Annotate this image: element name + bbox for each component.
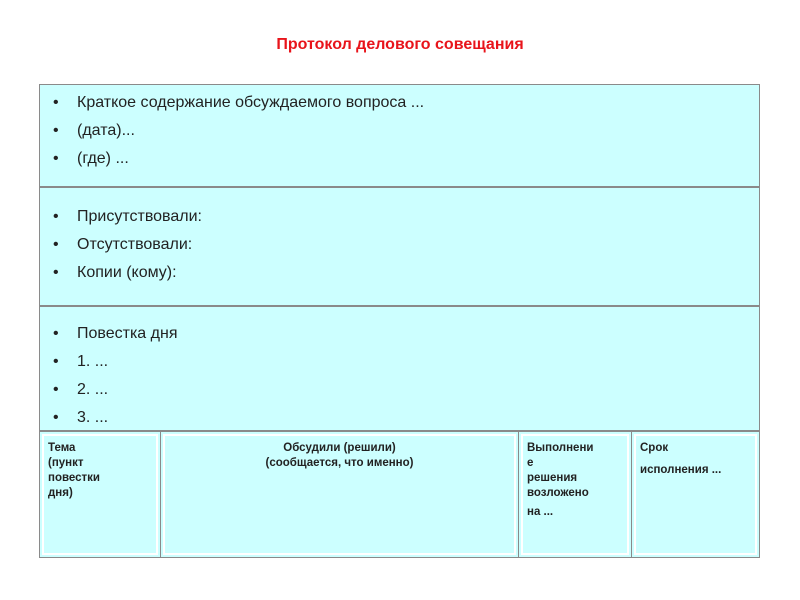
list-item-text: (дата)... — [77, 122, 135, 139]
list-item — [53, 348, 177, 376]
cell-content — [42, 434, 158, 555]
list-item-text: Повестка дня — [77, 325, 178, 342]
list-item — [53, 117, 424, 145]
cell-content — [521, 434, 629, 555]
list-item-text: 2. ... — [77, 381, 109, 398]
list-item-text: Копии (кому): — [77, 264, 177, 281]
list-item — [53, 376, 177, 404]
cell-line: возложено — [527, 487, 589, 499]
list-item-text: (где) ... — [77, 150, 129, 167]
list-item-text: Краткое содержание обсуждаемого вопроса ... — [77, 94, 425, 111]
cell-line: Тема — [48, 442, 76, 454]
cell-line: Обсудили (решили) — [283, 442, 396, 454]
document-title: Протокол делового совещания — [276, 36, 524, 53]
cell-line: решения — [527, 472, 578, 484]
list-item — [53, 145, 424, 173]
bullet-icon: • — [53, 381, 59, 398]
list-item-text: 3. ... — [77, 409, 109, 426]
cell-line: на ... — [527, 506, 554, 518]
bullet-icon: • — [53, 409, 59, 426]
cell-line: (сообщается, что именно) — [265, 457, 414, 469]
agenda-list — [53, 320, 177, 432]
bullet-icon: • — [53, 353, 59, 370]
list-item — [53, 231, 202, 259]
agenda-block — [39, 306, 760, 431]
cell-line: Выполнени — [527, 442, 594, 454]
list-item-text: Отсутствовали: — [77, 236, 193, 253]
attendance-block — [39, 187, 760, 306]
bullet-icon: • — [53, 150, 59, 167]
meeting-info-block — [39, 84, 760, 187]
cell-line: повестки — [48, 472, 100, 484]
list-item — [53, 89, 424, 117]
cell-line: дня) — [48, 487, 73, 499]
cell-line: исполнения ... — [640, 464, 722, 476]
list-item — [53, 320, 177, 348]
table-cell-deadline — [632, 432, 759, 557]
cell-line: Срок — [640, 442, 669, 454]
bullet-icon: • — [53, 264, 59, 281]
meeting-info-list — [53, 89, 424, 173]
cell-content — [634, 434, 757, 555]
attendance-list — [53, 203, 202, 287]
bullet-icon: • — [53, 122, 59, 139]
list-item-text: 1. ... — [77, 353, 109, 370]
cell-content — [163, 434, 516, 555]
list-item — [53, 203, 202, 231]
cell-line: (пункт — [48, 457, 84, 469]
list-item-text: Присутствовали: — [77, 208, 202, 225]
table-cell-topic — [40, 432, 161, 557]
list-item — [53, 404, 177, 432]
bullet-icon: • — [53, 325, 59, 342]
list-item — [53, 259, 202, 287]
bullet-icon: • — [53, 94, 59, 111]
cell-line: е — [527, 457, 534, 469]
bullet-icon: • — [53, 208, 59, 225]
table-cell-discussed — [161, 432, 519, 557]
decisions-table — [39, 431, 760, 558]
table-cell-assigned — [519, 432, 632, 557]
bullet-icon: • — [53, 236, 59, 253]
